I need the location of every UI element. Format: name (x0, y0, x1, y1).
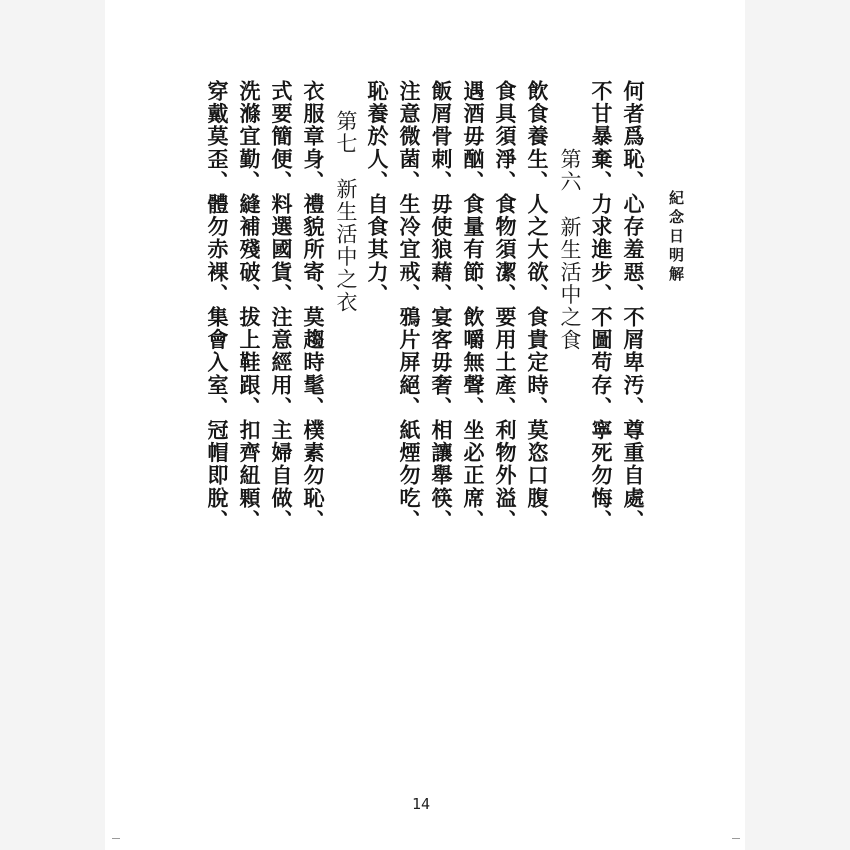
text-column-9: 恥養於人、自食其力、 (365, 80, 390, 306)
crop-mark-right (732, 838, 740, 839)
right-margin (745, 0, 850, 850)
section-heading-7: 第七 新生活中之衣 (334, 110, 358, 314)
text-column-4: 飲食養生、人之大欲、食貴定時、莫恣口腹、 (525, 80, 550, 532)
section-heading-6: 第六 新生活中之食 (558, 148, 582, 352)
text-column-2: 不甘暴棄、力求進步、不圖苟存、寧死勿悔、 (589, 80, 614, 532)
text-column-6: 遇酒毋酗、食量有節、飲嚼無聲、坐必正席、 (461, 80, 486, 532)
left-margin (0, 0, 105, 850)
running-header: 紀念日明解 (667, 190, 685, 285)
text-column-7: 飯屑骨刺、毋使狼藉、宴客毋奢、相讓舉筷、 (429, 80, 454, 532)
text-column-8: 注意微菌、生冷宜戒、鴉片屏絕、紙煙勿吃、 (397, 80, 422, 532)
document-page (105, 0, 745, 850)
text-column-14: 穿戴莫歪、體勿赤裸、集會入室、冠帽即脫、 (205, 80, 230, 532)
text-column-11: 衣服章身、禮貌所寄、莫趨時髦、樸素勿恥、 (301, 80, 326, 532)
text-column-1: 何者爲恥、心存羞惡、不屑卑汚、尊重自處、 (621, 80, 646, 532)
text-column-5: 食具須淨、食物須潔、要用土產、利物外溢、 (493, 80, 518, 532)
crop-mark-left (112, 838, 120, 839)
page-number: 14 (412, 795, 431, 813)
text-column-12: 式要簡便、料選國貨、注意經用、主婦自做、 (269, 80, 294, 532)
text-column-13: 洗滌宜勤、縫補殘破、拔上鞋跟、扣齊紐顆、 (237, 80, 262, 532)
